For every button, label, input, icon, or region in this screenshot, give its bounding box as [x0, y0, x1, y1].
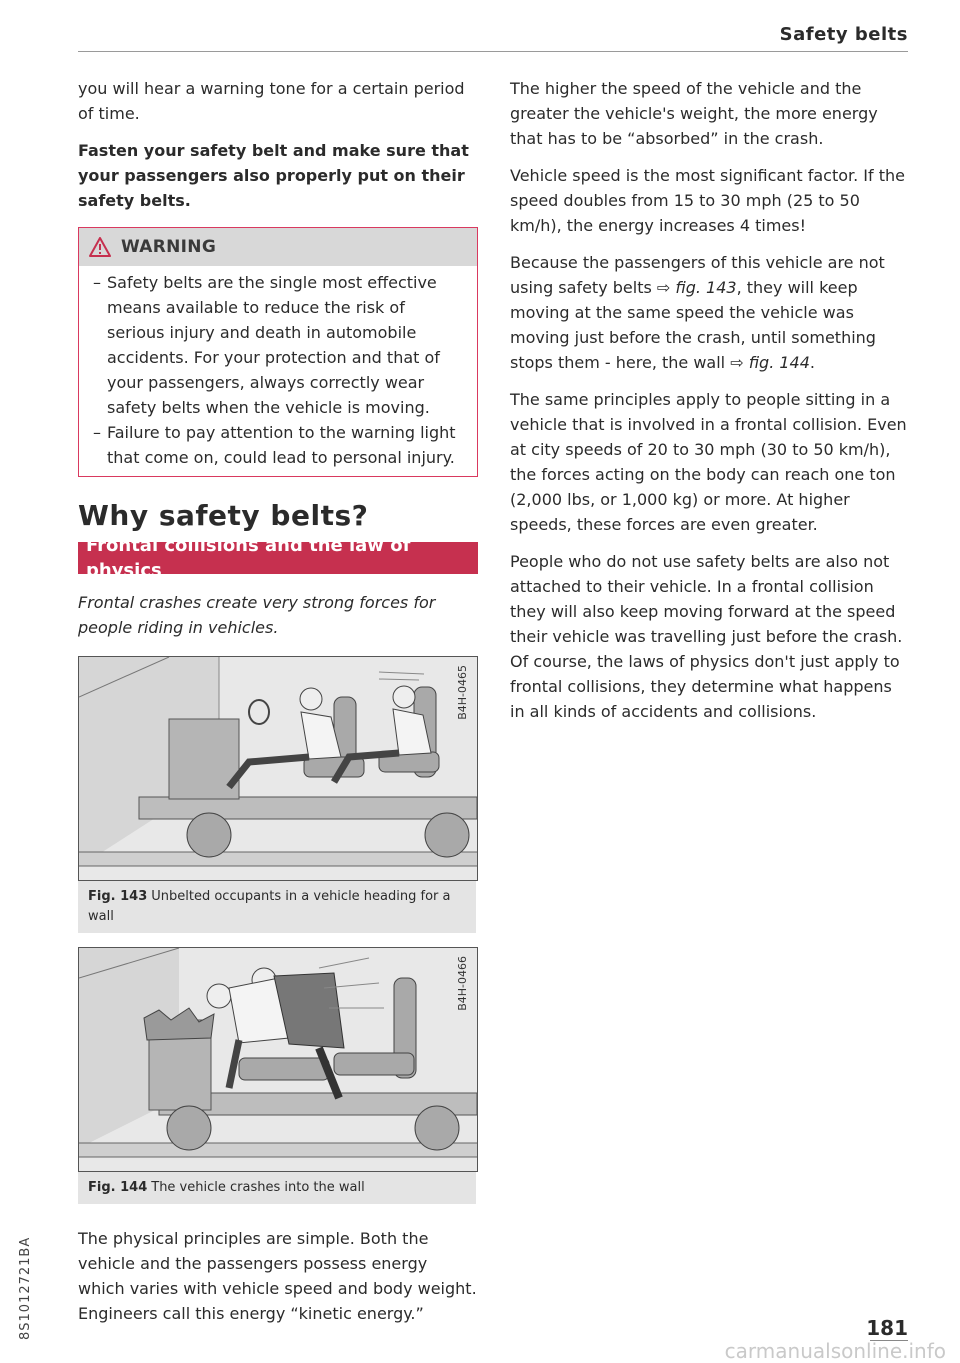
paragraph-speed: Vehicle speed is the most significant factor. If the speed doubles from 15 to 30 mph (25 to 50 km/h), the energy increases 4 times! [510, 166, 905, 235]
unbelted-occupants-illustration [79, 657, 477, 880]
paragraph-bold-instruction: Fasten your safety belt and make sure that your passengers also properly put on their safety belts. [78, 141, 469, 210]
header-divider [78, 51, 908, 52]
page-header-title: Safety belts [779, 24, 908, 45]
figure-code: B4H-0465 [456, 665, 469, 720]
warning-title: WARNING [121, 236, 217, 257]
left-column [78, 76, 478, 1338]
figure-caption-text: The vehicle crashes into the wall [151, 1180, 365, 1195]
figure-caption-text: Unbelted occupants in a vehicle heading for a wall [88, 889, 451, 924]
figure-144 [78, 947, 478, 1172]
document-code: 8S1012721BA [18, 1236, 33, 1340]
figure-code: B4H-0466 [456, 956, 469, 1011]
warning-item [93, 270, 461, 420]
watermark: carmanualsonline.info [724, 1339, 946, 1363]
figure-143 [78, 656, 478, 881]
paragraph-energy: The higher the speed of the vehicle and the greater the vehicle's weight, the more energy that has to be “absorbed” in the crash. [510, 79, 878, 148]
figure-label: Fig. 144 [88, 1180, 148, 1195]
page-number: 181 [866, 1316, 908, 1340]
section-title: Why safety belts? [78, 499, 369, 532]
warning-item-text: Failure to pay attention to the warning light that come on, could lead to personal injury. [107, 423, 456, 467]
paragraph-physical-principles: The physical principles are simple. Both the vehicle and the passengers possess energy which varies with vehicle speed and body weight. Engineers call this energy “kinetic energy.” [78, 1229, 477, 1323]
warning-header [79, 228, 477, 266]
subsection-title: Frontal collisions and the law of physics [78, 542, 478, 574]
right-column [510, 76, 910, 736]
warning-body [79, 266, 477, 476]
section-intro: Frontal crashes create very strong forces for people riding in vehicles. [78, 593, 436, 637]
paragraph-not-attached: People who do not use safety belts are also not attached to their vehicle. In a frontal collision they will also keep moving forward at the speed their vehicle was travelling just before the crash. Of course, the laws of physics don't just apply to frontal collisions, they determine what happens in all kinds of accidents and collisions. [510, 552, 903, 721]
paragraph-text: . [809, 353, 815, 372]
paragraph-text: , they will keep moving at the same speed the vehicle was moving just before the crash, until something stops them - here, the wall [510, 278, 876, 372]
vehicle-crash-illustration [79, 948, 477, 1171]
paragraph-frontal-collision: The same principles apply to people sitting in a vehicle that is involved in a frontal collision. Even at city speeds of 20 to 30 mph (30 to 50 km/h), the forces acting on the body can reach one ton (2,000 lbs, or 1,000 kg) or more. At higher speeds, these forces are even greater. [510, 390, 907, 534]
figure-144-caption [78, 1172, 476, 1204]
figure-144-link[interactable]: ⇨ fig. 144 [730, 353, 810, 372]
figure-label: Fig. 143 [88, 889, 148, 904]
paragraph-passengers [510, 250, 910, 375]
warning-box [78, 227, 478, 477]
warning-item-text: Safety belts are the single most effective means available to reduce the risk of serious injury and death in automobile accidents. For your protection and that of your passengers, always correctly wear safety belts when the vehicle is moving. [107, 273, 440, 417]
paragraph-text: Because the passengers of this vehicle are not using safety belts [510, 253, 885, 297]
warning-triangle-icon [89, 237, 111, 257]
warning-item [93, 420, 461, 470]
list-dash: – [93, 423, 101, 442]
paragraph-continued: you will hear a warning tone for a certain period of time. [78, 79, 465, 123]
figure-143-link[interactable]: ⇨ fig. 143 [656, 278, 737, 297]
list-dash: – [93, 273, 101, 292]
figure-143-caption [78, 881, 476, 933]
